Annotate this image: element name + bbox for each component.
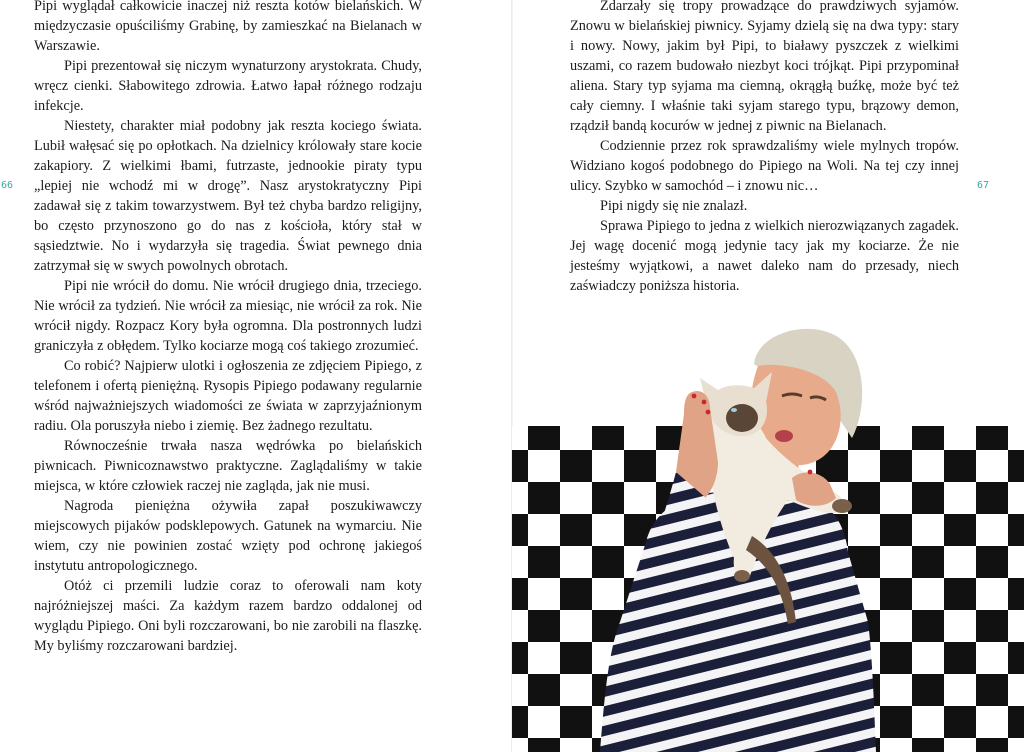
paragraph: Sprawa Pipiego to jedna z wielkich nierozwiązanych zagadek. Jej wagę docenić mogą jedynie tacy jak my kociarze. Że nie jesteśmy wyjątkowi, a nawet daleko nam do przesady, niech zaświadczy poniższa historia. xyxy=(570,218,959,294)
paragraph: Pipi wyglądał całkowicie inaczej niż reszta kotów bielańskich. W międzyczasie opuściliśmy Grabinę, by zamieszkać na Bielanach w Warszawie. xyxy=(34,0,422,54)
paragraph: Niestety, charakter miał podobny jak reszta kociego świata. Lubił wałęsać się po opłotkach. Na dzielnicy królowały stare kocie zakapiory. Z wielkimi łbami, futrzaste, jednookie piraty typu „lepiej nie wchodź mi w drogę”. Nasz arystokratyczny Pipi zadawał się z takim towarzystwem. Był też chyba bardzo religijny, bo często przynoszono go do nas z kościoła, który stał w sąsiedztwie. No i wydarzyła się tragedia. Świat pewnego dnia zatrzymał się w swych powolnych obrotach. xyxy=(34,118,422,274)
paragraph: Równocześnie trwała nasza wędrówka po bielańskich piwnicach. Piwnicoznawstwo praktyczne. Zaglądaliśmy w takie miejsca, w które człowiek raczej nie zagląda, jak nie musi. xyxy=(34,438,422,494)
left-page-text xyxy=(34,0,422,656)
photo-illustration xyxy=(512,322,1024,752)
paragraph: Co robić? Najpierw ulotki i ogłoszenia ze zdjęciem Pipiego, z telefonem i ofertą pieniężną. Rysopis Pipiego podawany regularnie wśród najważniejszych wiadomości ze świata w zaprzyjaźnionym radiu. Ola poruszyła niebo i ziemię. Bez żadnego rezultatu. xyxy=(34,358,422,434)
paragraph: Otóż ci przemili ludzie coraz to oferowali nam koty najróżniejszej maści. Za każdym razem bardzo oddalonej od wyglądu Pipiego. Oni byli rozczarowani, bo nie zarobili na flaszkę. My byliśmy rozczarowani bardziej. xyxy=(34,578,422,654)
photo-woman-with-cat xyxy=(512,322,1024,752)
page-number-left: 66 xyxy=(1,180,14,191)
paragraph: Nagroda pieniężna ożywiła zapał poszukiwawczy miejscowych pijaków podsklepowych. Gatunek na wymarciu. Nie wiem, czy nie powinien zostać wzięty pod ochronę jakiegoś instytutu antropologicznego. xyxy=(34,498,422,574)
paragraph: Codziennie przez rok sprawdzaliśmy wiele mylnych tropów. Widziano kogoś podobnego do Pipiego na Woli. Na tej czy innej ulicy. Szybko w samochód – i znowu nic… xyxy=(570,138,959,194)
right-page xyxy=(512,0,1024,752)
paragraph: Pipi nigdy się nie znalazł. xyxy=(600,198,748,214)
paragraph: Zdarzały się tropy prowadzące do prawdziwych syjamów. Znowu w bielańskiej piwnicy. Syjamy dzielą się na dwa typy: stary i nowy. Nowy, jakim był Pipi, to białawy pyszczek z wielkimi uszami, co razem budowało niezbyt koci trójkąt. Pipi przypominał aliena. Stary typ syjama ma ciemną, okrągłą buźkę, może być też cały ciemny. I właśnie taki syjam starego typu, brązowy demon, rządził bandą kocurów w jednej z piwnic na Bielanach. xyxy=(570,0,959,134)
right-page-text xyxy=(570,0,959,296)
page-number-right: 67 xyxy=(977,180,990,191)
paragraph: Pipi prezentował się niczym wynaturzony arystokrata. Chudy, wręcz cienki. Słabowitego zdrowia. Łatwo łapał różnego rodzaju infekcje. xyxy=(34,58,422,114)
paragraph: Pipi nie wrócił do domu. Nie wrócił drugiego dnia, trzeciego. Nie wrócił za tydzień. Nie wrócił za miesiąc, nie wrócił za rok. Nie wrócił nigdy. Rozpacz Kory była ogromna. Dla postronnych ludzi graniczyła z obłędem. Tylko kociarze mogą coś takiego zrozumieć. xyxy=(34,278,422,354)
